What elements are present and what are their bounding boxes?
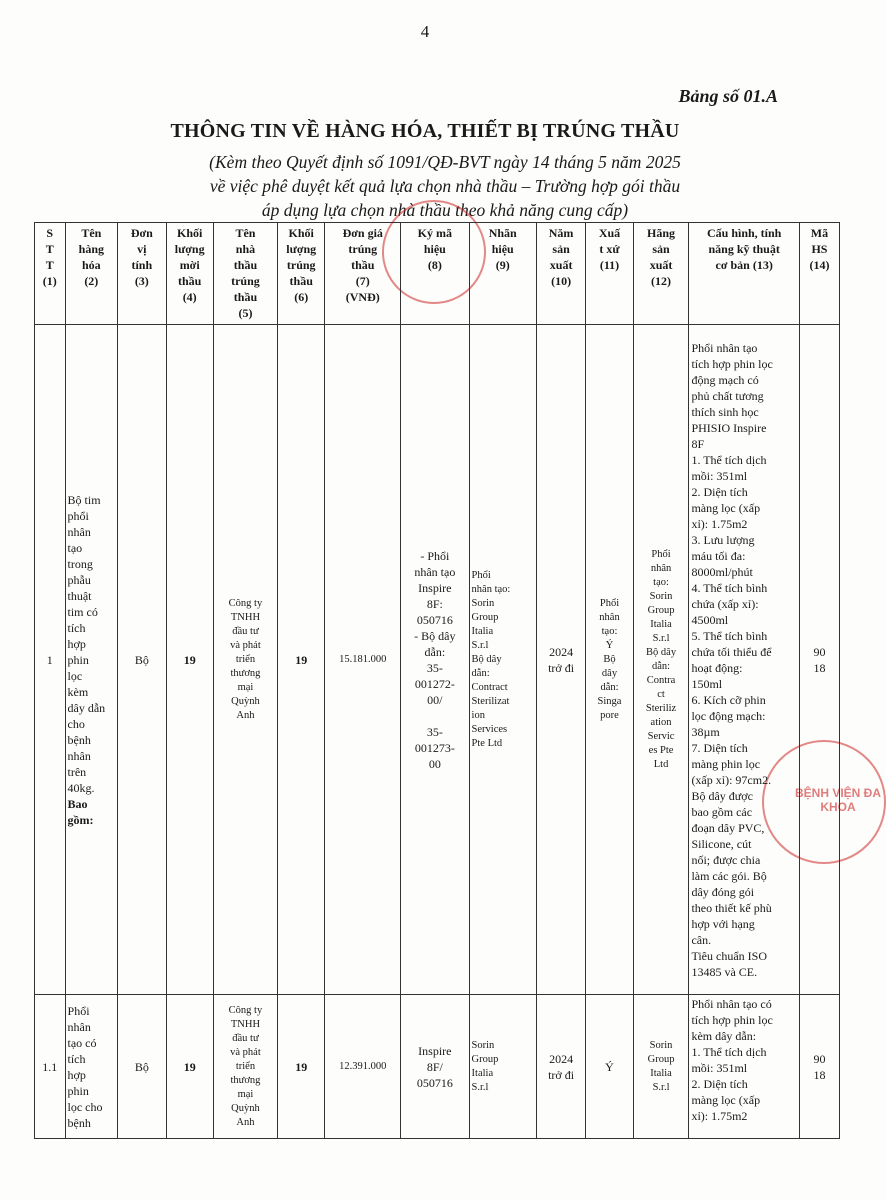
column-header-unit: Đơn vị tính (3) xyxy=(118,223,166,325)
subtitle-line: về việc phê duyệt kết quả lựa chọn nhà thầu – Trường hợp gói thầu xyxy=(209,176,681,196)
column-header-item-name: Tên hàng hóa (2) xyxy=(65,223,118,325)
cell-unit: Bộ xyxy=(118,995,166,1139)
subtitle-line: áp dụng lựa chọn nhà thầu theo khả năng cung cấp) xyxy=(261,200,629,220)
cell-unit-price: 15.181.000 xyxy=(325,325,401,995)
cell-origin: Phổi nhân tạo: Ý Bộ dây dẫn: Singa pore xyxy=(586,325,633,995)
cell-specification: Phổi nhân tạo có tích hợp phin lọc kèm dây dẫn: 1. Thể tích dịch mồi: 351ml 2. Diện tích màng lọc (xấp xỉ): 1.75m2 xyxy=(689,995,799,1139)
cell-code: - Phổi nhân tạo Inspire 8F: 050716 - Bộ dây dẫn: 35- 001272- 00/ 35- 001273- 00 xyxy=(401,325,469,995)
document-title: THÔNG TIN VỀ HÀNG HÓA, THIẾT BỊ TRÚNG THẦU xyxy=(170,120,680,142)
page-number: 4 xyxy=(420,22,430,41)
item-name-text: Bộ tim phổi nhân tạo trong phẫu thuật tim có tích hợp phin lọc kèm dây dẫn cho bệnh nhân trên 40kg. xyxy=(67,492,106,795)
table-row xyxy=(35,995,840,1139)
column-header-origin: Xuấ t xứ (11) xyxy=(586,223,633,325)
cell-brand: Phổi nhân tạo: Sorin Group Italia S.r.l Bộ dây dẫn: Contract Sterilizat ion Services Pte Ltd xyxy=(469,325,536,995)
table-row xyxy=(35,325,840,995)
cell-hs-code: 90 18 xyxy=(799,325,839,995)
column-header-hs-code: Mã HS (14) xyxy=(799,223,839,325)
cell-manufacturer: Phổi nhân tạo: Sorin Group Italia S.r.l Bộ dây dẫn: Contra ct Steriliz ation Servic es Pte Ltd xyxy=(633,325,689,995)
cell-specification: Phổi nhân tạo tích hợp phin lọc động mạch có phủ chất tương thích sinh học PHISIO Inspire 8F 1. Thể tích dịch mồi: 351ml 2. Diện tích màng lọc (xấp xỉ): 1.75m2 3. Lưu lượng máu tối đa: 8000ml/phút 4. Thể tích bình chứa (xấp xỉ): 4500ml 5. Thể tích bình chứa tối thiểu để hoạt động: 150ml 6. Kích cỡ phin lọc động mạch: 38µm 7. Diện tích màng phin lọc (xấp xỉ): 97cm2. Bộ dây được bao gồm các đoạn dây PVC, Silicone, cút nối; được chia làm các gói. Bộ dây đóng gói theo thiết kế phù hợp với hạng cân. Tiêu chuẩn ISO 13485 và CE. xyxy=(689,325,799,995)
item-name-bold-text: Bao gồm: xyxy=(67,796,94,827)
column-header-contractor: Tên nhà thầu trúng thầu (5) xyxy=(213,223,277,325)
column-header-specification: Cấu hình, tính năng kỹ thuật cơ bản (13) xyxy=(689,223,799,325)
cell-won-qty: 19 xyxy=(278,995,325,1139)
column-header-invited-qty: Khối lượng mời thầu (4) xyxy=(166,223,213,325)
cell-item-name: Phổi nhân tạo có tích hợp phin lọc cho bệnh xyxy=(65,995,118,1139)
cell-contractor: Công ty TNHH đầu tư và phát triển thương mại Quỳnh Anh xyxy=(213,325,277,995)
cell-hs-code: 90 18 xyxy=(799,995,839,1139)
cell-code: Inspire 8F/ 050716 xyxy=(401,995,469,1139)
cell-year: 2024 trở đi xyxy=(536,325,585,995)
table-number: Bảng số 01.A xyxy=(678,86,778,106)
table-header-row xyxy=(35,223,840,325)
cell-origin: Ý xyxy=(586,995,633,1139)
cell-stt: 1 xyxy=(35,325,66,995)
column-header-year: Năm sản xuất (10) xyxy=(536,223,585,325)
winning-bid-table xyxy=(34,222,840,1139)
column-header-code: Ký mã hiệu (8) xyxy=(401,223,469,325)
cell-unit: Bộ xyxy=(118,325,166,995)
cell-stt: 1.1 xyxy=(35,995,66,1139)
cell-contractor: Công ty TNHH đầu tư và phát triển thương mại Quỳnh Anh xyxy=(213,995,277,1139)
column-header-manufacturer: Hãng sản xuất (12) xyxy=(633,223,689,325)
column-header-stt: S T T (1) xyxy=(35,223,66,325)
cell-item-name xyxy=(65,325,118,995)
column-header-unit-price: Đơn giá trúng thầu (7) (VNĐ) xyxy=(325,223,401,325)
column-header-won-qty: Khối lượng trúng thầu (6) xyxy=(278,223,325,325)
subtitle-line: (Kèm theo Quyết định số 1091/QĐ-BVT ngày 14 tháng 5 năm 2025 xyxy=(209,152,681,172)
cell-manufacturer: Sorin Group Italia S.r.l xyxy=(633,995,689,1139)
cell-unit-price: 12.391.000 xyxy=(325,995,401,1139)
cell-brand: Sorin Group Italia S.r.l xyxy=(469,995,536,1139)
cell-invited-qty: 19 xyxy=(166,325,213,995)
cell-year: 2024 trở đi xyxy=(536,995,585,1139)
cell-won-qty: 19 xyxy=(278,325,325,995)
column-header-brand: Nhãn hiệu (9) xyxy=(469,223,536,325)
stamp-text: BỆNH VIỆN ĐA KHOA xyxy=(794,786,881,814)
cell-invited-qty: 19 xyxy=(166,995,213,1139)
